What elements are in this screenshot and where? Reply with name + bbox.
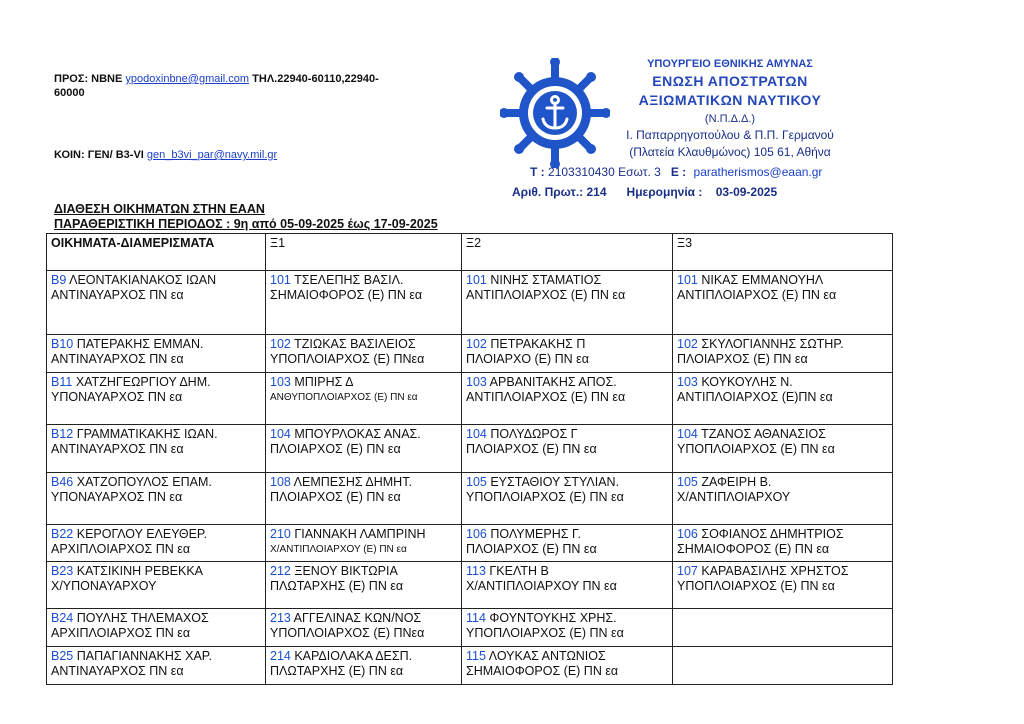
room-number: 113 (466, 564, 486, 578)
room-number: Β12 (51, 427, 74, 441)
to-recipient: ΝΒΝΕ (91, 73, 123, 85)
cell-name-line (466, 649, 668, 664)
table-cell (266, 335, 462, 373)
ministry-name: ΥΠΟΥΡΓΕΙΟ ΕΘΝΙΚΗΣ ΑΜΥΝΑΣ (647, 58, 813, 70)
recipient-block (54, 72, 449, 100)
occupant-name: ΓΡΑΜΜΑΤΙΚΑΚΗΣ ΙΩΑΝ. (76, 427, 218, 441)
room-number: 104 (677, 427, 698, 441)
cell-name-line (270, 564, 457, 579)
occupant-name: ΜΠΟΥΡΛΟΚΑΣ ΑΝΑΣ. (294, 427, 421, 441)
to-email-link[interactable]: ypodoxinbne@gmail.com (125, 73, 250, 85)
occupant-name: ΓΚΕΛΤΗ Β (489, 564, 549, 578)
table-cell (673, 425, 893, 473)
occupant-name: ΝΙΝΗΣ ΣΤΑΜΑΤΙΟΣ (490, 273, 602, 287)
table-cell (673, 271, 893, 335)
room-number: 212 (270, 564, 291, 578)
occupant-rank: ΑΝΤΙΝΑΥΑΡΧΟΣ ΠΝ εα (51, 352, 184, 366)
occupant-rank: ΑΝΤΙΝΑΥΑΡΧΟΣ ΠΝ εα (51, 442, 184, 456)
room-number: 101 (677, 273, 698, 287)
cell-name-line (270, 273, 457, 288)
cell-name-line (51, 564, 261, 579)
room-number: Β46 (51, 475, 74, 489)
cell-name-line (270, 337, 457, 352)
occupant-name: ΚΟΥΚΟΥΛΗΣ Ν. (701, 375, 793, 389)
cell-name-line (270, 649, 457, 664)
cell-name-line (51, 611, 261, 626)
header-cell: Ξ2 (462, 234, 673, 271)
room-number: 105 (466, 475, 487, 489)
room-number: Β23 (51, 564, 74, 578)
header-cell: ΟΙΚΗΜΑΤΑ-ΔΙΑΜΕΡΙΣΜΑΤΑ (47, 234, 266, 271)
protocol-info (512, 185, 832, 199)
table-cell (266, 609, 462, 647)
occupant-name: ΜΠΙΡΗΣ Δ (294, 375, 354, 389)
header-cell: Ξ1 (266, 234, 462, 271)
cell-name-line (270, 475, 457, 490)
room-number: 115 (466, 649, 486, 663)
cell-name-line (466, 475, 668, 490)
phone-ext: Εσωτ. 3 (618, 165, 661, 179)
occupant-rank: Χ/ΥΠΟΝΑΥΑΡΧΟΥ (51, 579, 157, 593)
table-cell (47, 473, 266, 525)
cell-name-line (677, 273, 888, 288)
occupant-rank: ΥΠΟΝΑΥΑΡΧΟΣ ΠΝ εα (51, 490, 183, 504)
phone-label: Τ : (530, 165, 545, 179)
table-cell (462, 562, 673, 609)
cc-label: ΚΟΙΝ: ΓΕΝ/ Β3-VI (54, 149, 144, 161)
room-number: 103 (270, 375, 291, 389)
table-cell (47, 525, 266, 562)
cell-name-line (51, 273, 261, 288)
date-label: Ημερομηνία : (626, 185, 703, 199)
table-cell (47, 335, 266, 373)
occupant-rank: ΠΛΩΤΑΡΧΗΣ (Ε) ΠΝ εα (270, 579, 404, 593)
address-line2: (Πλατεία Κλαυθμώνος) 105 61, Αθήνα (629, 145, 831, 159)
cell-name-line (466, 564, 668, 579)
cell-name-line (270, 375, 457, 390)
union-name-line2: ΑΞΙΩΜΑΤΙΚΩΝ ΝΑΥΤΙΚΟΥ (638, 92, 822, 108)
assignment-table (46, 233, 893, 685)
occupant-name: ΠΑΠΑΓΙΑΝΝΑΚΗΣ ΧΑΡ. (76, 649, 213, 663)
protocol-number: 214 (586, 185, 607, 199)
table-body (47, 271, 893, 685)
occupant-rank: ΑΝΤΙΠΛΟΙΑΡΧΟΣ (Ε) ΠΝ εα (677, 288, 837, 302)
cell-name-line (466, 375, 668, 390)
occupant-rank: ΣΗΜΑΙΟΦΟΡΟΣ (Ε) ΠΝ εα (466, 664, 619, 678)
cell-name-line (270, 527, 457, 542)
occupant-rank: ΑΡΧΙΠΛΟΙΑΡΧΟΣ ΠΝ εα (51, 626, 191, 640)
table-cell (462, 425, 673, 473)
contact-line (530, 165, 870, 179)
room-number: 103 (677, 375, 698, 389)
cc-email-link[interactable]: gen_b3vi_par@navy.mil.gr (146, 149, 278, 161)
occupant-name: ΚΑΡΔΙΟΛΑΚΑ ΔΕΣΠ. (294, 649, 413, 663)
cell-name-line (51, 527, 261, 542)
occupant-name: ΑΓΓΕΛΙΝΑΣ ΚΩΝ/ΝΟΣ (293, 611, 422, 625)
table-cell (47, 647, 266, 685)
occupant-rank: Χ/ΑΝΤΙΠΛΟΙΑΡΧΟΥ ΠΝ εα (466, 579, 617, 593)
cell-name-line (466, 337, 668, 352)
table-row (47, 473, 893, 525)
table-row (47, 425, 893, 473)
table-cell (47, 271, 266, 335)
room-number: 104 (270, 427, 291, 441)
occupant-name: ΠΟΛΥΔΩΡΟΣ Γ (490, 427, 578, 441)
cc-block (54, 148, 454, 162)
occupant-rank: ΠΛΟΙΑΡΧΟΣ (Ε) ΠΝ εα (466, 442, 597, 456)
occupant-name: ΚΑΤΣΙΚΙΝΗ ΡΕΒΕΚΚΑ (76, 564, 204, 578)
table-row (47, 335, 893, 373)
table-cell (266, 373, 462, 425)
period-title: ΠΑΡΑΘΕΡΙΣΤΙΚΗ ΠΕΡΙΟΔΟΣ : 9η από 05-09-2025 έως 17-09-2025 (54, 217, 438, 231)
table-cell (673, 473, 893, 525)
table-cell (462, 373, 673, 425)
occupant-name: ΠΑΤΕΡΑΚΗΣ ΕΜΜΑΝ. (76, 337, 204, 351)
room-number: 102 (466, 337, 487, 351)
occupant-rank: ΠΛΩΤΑΡΧΗΣ (Ε) ΠΝ εα (270, 664, 404, 678)
cell-name-line (677, 337, 888, 352)
cell-name-line (51, 375, 261, 390)
occupant-rank: ΥΠΟΠΛΟΙΑΡΧΟΣ (Ε) ΠΝ εα (677, 579, 835, 593)
room-number: 213 (270, 611, 291, 625)
table-row (47, 525, 893, 562)
to-phone: ΤΗΛ.22940-60110,22940- (252, 73, 379, 85)
table-cell (47, 609, 266, 647)
occupant-name: ΕΥΣΤΑΘΙΟΥ ΣΤΥΛΙΑΝ. (490, 475, 620, 489)
room-number: 104 (466, 427, 487, 441)
occupant-name: ΣΚΥΛΟΓΙΑΝΝΗΣ ΣΩΤΗΡ. (701, 337, 844, 351)
occupant-name: ΚΕΡΟΓΛΟΥ ΕΛΕΥΘΕΡ. (76, 527, 208, 541)
table-cell (462, 473, 673, 525)
table-row (47, 562, 893, 609)
table-row (47, 647, 893, 685)
table-cell (462, 271, 673, 335)
cell-name-line (677, 527, 888, 542)
room-number: Β11 (51, 375, 73, 389)
table-cell (266, 525, 462, 562)
email-label: Ε : (670, 165, 687, 179)
table-cell (47, 562, 266, 609)
occupant-rank: ΑΡΧΙΠΛΟΙΑΡΧΟΣ ΠΝ εα (51, 542, 191, 556)
table-cell (462, 335, 673, 373)
occupant-rank: ΑΝΤΙΠΛΟΙΑΡΧΟΣ (Ε) ΠΝ εα (466, 288, 626, 302)
cell-name-line (466, 527, 668, 542)
room-number: 210 (270, 527, 291, 541)
occupant-name: ΠΕΤΡΑΚΑΚΗΣ Π (490, 337, 586, 351)
occupant-rank: ΠΛΟΙΑΡΧΟ (Ε) ΠΝ εα (466, 352, 589, 366)
occupant-name: ΓΙΑΝΝΑΚΗ ΛΑΜΠΡΙΝΗ (294, 527, 426, 541)
occupant-name: ΞΕΝΟΥ ΒΙΚΤΩΡΙΑ (294, 564, 398, 578)
occupant-rank: ΣΗΜΑΙΟΦΟΡΟΣ (Ε) ΠΝ εα (677, 542, 830, 556)
room-number: 114 (466, 611, 486, 625)
room-number: 106 (466, 527, 487, 541)
occupant-rank: ΣΗΜΑΙΟΦΟΡΟΣ (Ε) ΠΝ εα (270, 288, 423, 302)
union-name-line1: ΕΝΩΣΗ ΑΠΟΣΤΡΑΤΩΝ (652, 73, 808, 89)
table-row (47, 609, 893, 647)
cell-name-line (51, 649, 261, 664)
occupant-rank: Χ/ΑΝΤΙΠΛΟΙΑΡΧΟΥ (Ε) ΠΝ εα (270, 544, 407, 555)
room-number: Β25 (51, 649, 74, 663)
cell-name-line (466, 427, 668, 442)
room-number: 102 (270, 337, 291, 351)
occupant-name: ΧΑΤΖΟΠΟΥΛΟΣ ΕΠΑΜ. (76, 475, 212, 489)
occupant-name: ΤΣΕΛΕΠΗΣ ΒΑΣΙΛ. (294, 273, 404, 287)
occupant-rank: ΑΝΤΙΝΑΥΑΡΧΟΣ ΠΝ εα (51, 288, 184, 302)
room-number: Β24 (51, 611, 74, 625)
occupant-rank: Χ/ΑΝΤΙΠΛΟΙΑΡΧΟΥ (677, 490, 791, 504)
occupant-rank: ΥΠΟΠΛΟΙΑΡΧΟΣ (Ε) ΠΝ εα (466, 490, 624, 504)
occupant-name: ΑΡΒΑΝΙΤΑΚΗΣ ΑΠΟΣ. (489, 375, 617, 389)
occupant-rank: ΥΠΟΠΛΟΙΑΡΧΟΣ (Ε) ΠΝ εα (677, 442, 835, 456)
to-phone-cont: 60000 (54, 87, 85, 99)
cell-name-line (466, 273, 668, 288)
protocol-number-label: Αριθ. Πρωτ.: (512, 185, 584, 199)
table-row (47, 373, 893, 425)
cell-name-line (51, 475, 261, 490)
occupant-rank: ΠΛΟΙΑΡΧΟΣ (Ε) ΠΝ εα (270, 490, 401, 504)
address-line1: Ι. Παπαρρηγοπούλου & Π.Π. Γερμανού (626, 128, 834, 142)
occupant-name: ΚΑΡΑΒΑΣΙΛΗΣ ΧΡΗΣΤΟΣ (701, 564, 849, 578)
table-row (47, 271, 893, 335)
occupant-name: ΝΙΚΑΣ ΕΜΜΑΝΟΥΗΛ (701, 273, 824, 287)
legal-entity-type: (Ν.Π.Δ.Δ.) (704, 113, 756, 125)
table-header-row (47, 234, 893, 271)
occupant-name: ΛΟΥΚΑΣ ΑΝΤΩΝΙΟΣ (488, 649, 606, 663)
org-email-link[interactable]: paratherismos@eaan.gr (693, 165, 823, 179)
occupant-name: ΠΟΛΥΜΕΡΗΣ Γ. (490, 527, 581, 541)
occupant-rank: ΥΠΟΠΛΟΙΑΡΧΟΣ (Ε) ΠΝεα (270, 626, 425, 640)
occupant-rank: ΥΠΟΝΑΥΑΡΧΟΣ ΠΝ εα (51, 390, 183, 404)
room-number: Β10 (51, 337, 74, 351)
navy-union-logo (500, 58, 610, 168)
cell-name-line (677, 427, 888, 442)
occupant-name: ΣΟΦΙΑΝΟΣ ΔΗΜΗΤΡΙΟΣ (701, 527, 844, 541)
table-cell (266, 562, 462, 609)
table-cell (266, 647, 462, 685)
cell-name-line (270, 611, 457, 626)
table-cell (673, 373, 893, 425)
header-cell: Ξ3 (673, 234, 893, 271)
occupant-name: ΧΑΤΖΗΓΕΩΡΓΙΟΥ ΔΗΜ. (75, 375, 211, 389)
occupant-name: ΖΑΦΕΙΡΗ Β. (701, 475, 772, 489)
occupant-rank: ΑΝΤΙΠΛΟΙΑΡΧΟΣ (Ε) ΠΝ εα (466, 390, 626, 404)
room-number: 107 (677, 564, 698, 578)
table-cell (462, 609, 673, 647)
room-number: 214 (270, 649, 291, 663)
occupant-rank: ΠΛΟΙΑΡΧΟΣ (Ε) ΠΝ εα (466, 542, 597, 556)
cell-name-line (51, 427, 261, 442)
table-cell (266, 425, 462, 473)
phone-number: 2103310430 (548, 165, 615, 179)
table-cell (47, 425, 266, 473)
room-number: 103 (466, 375, 487, 389)
room-number: 101 (466, 273, 487, 287)
cell-name-line (51, 337, 261, 352)
occupant-rank: ΥΠΟΠΛΟΙΑΡΧΟΣ (Ε) ΠΝ εα (466, 626, 624, 640)
occupant-name: ΛΕΟΝΤΑΚΙΑΝΑΚΟΣ ΙΩΑΝ (69, 273, 217, 287)
occupant-rank: ΠΛΟΙΑΡΧΟΣ (Ε) ΠΝ εα (270, 442, 401, 456)
table-cell (266, 271, 462, 335)
occupant-rank: ΠΛΟΙΑΡΧΟΣ (Ε) ΠΝ εα (677, 352, 808, 366)
cell-name-line (677, 564, 888, 579)
table-cell (673, 525, 893, 562)
room-number: 106 (677, 527, 698, 541)
room-number: 102 (677, 337, 698, 351)
room-number: Β9 (51, 273, 67, 287)
occupant-name: ΤΖΙΩΚΑΣ ΒΑΣΙΛΕΙΟΣ (294, 337, 416, 351)
occupant-name: ΠΟΥΛΗΣ ΤΗΛΕΜΑΧΟΣ (76, 611, 209, 625)
table-cell (673, 647, 893, 685)
room-number: Β22 (51, 527, 74, 541)
document-title: ΔΙΑΘΕΣΗ ΟΙΚΗΜΑΤΩΝ ΣΤΗΝ ΕΑΑΝ (54, 202, 265, 216)
occupant-rank: ΑΝΤΙΠΛΟΙΑΡΧΟΣ (Ε)ΠΝ εα (677, 390, 833, 404)
occupant-name: ΦΟΥΝΤΟΥΚΗΣ ΧΡΗΣ. (489, 611, 617, 625)
occupant-rank: ΥΠΟΠΛΟΙΑΡΧΟΣ (Ε) ΠΝεα (270, 352, 425, 366)
cell-name-line (466, 611, 668, 626)
table-cell (266, 473, 462, 525)
table-cell (47, 373, 266, 425)
room-number: 101 (270, 273, 291, 287)
occupant-name: ΤΖΑΝΟΣ ΑΘΑΝΑΣΙΟΣ (701, 427, 826, 441)
to-label: ΠΡΟΣ: (54, 73, 89, 85)
room-number: 105 (677, 475, 698, 489)
room-number: 108 (270, 475, 291, 489)
table-cell (462, 647, 673, 685)
table-cell (673, 335, 893, 373)
table-cell (673, 609, 893, 647)
protocol-date: 03-09-2025 (715, 185, 778, 199)
table-cell (673, 562, 893, 609)
occupant-name: ΛΕΜΠΕΣΗΣ ΔΗΜΗΤ. (293, 475, 412, 489)
cell-name-line (677, 475, 888, 490)
cell-name-line (677, 375, 888, 390)
table-cell (462, 525, 673, 562)
occupant-rank: ΑΝΘΥΠΟΠΛΟΙΑΡΧΟΣ (Ε) ΠΝ εα (270, 392, 418, 403)
occupant-rank: ΑΝΤΙΝΑΥΑΡΧΟΣ ΠΝ εα (51, 664, 184, 678)
cell-name-line (270, 427, 457, 442)
